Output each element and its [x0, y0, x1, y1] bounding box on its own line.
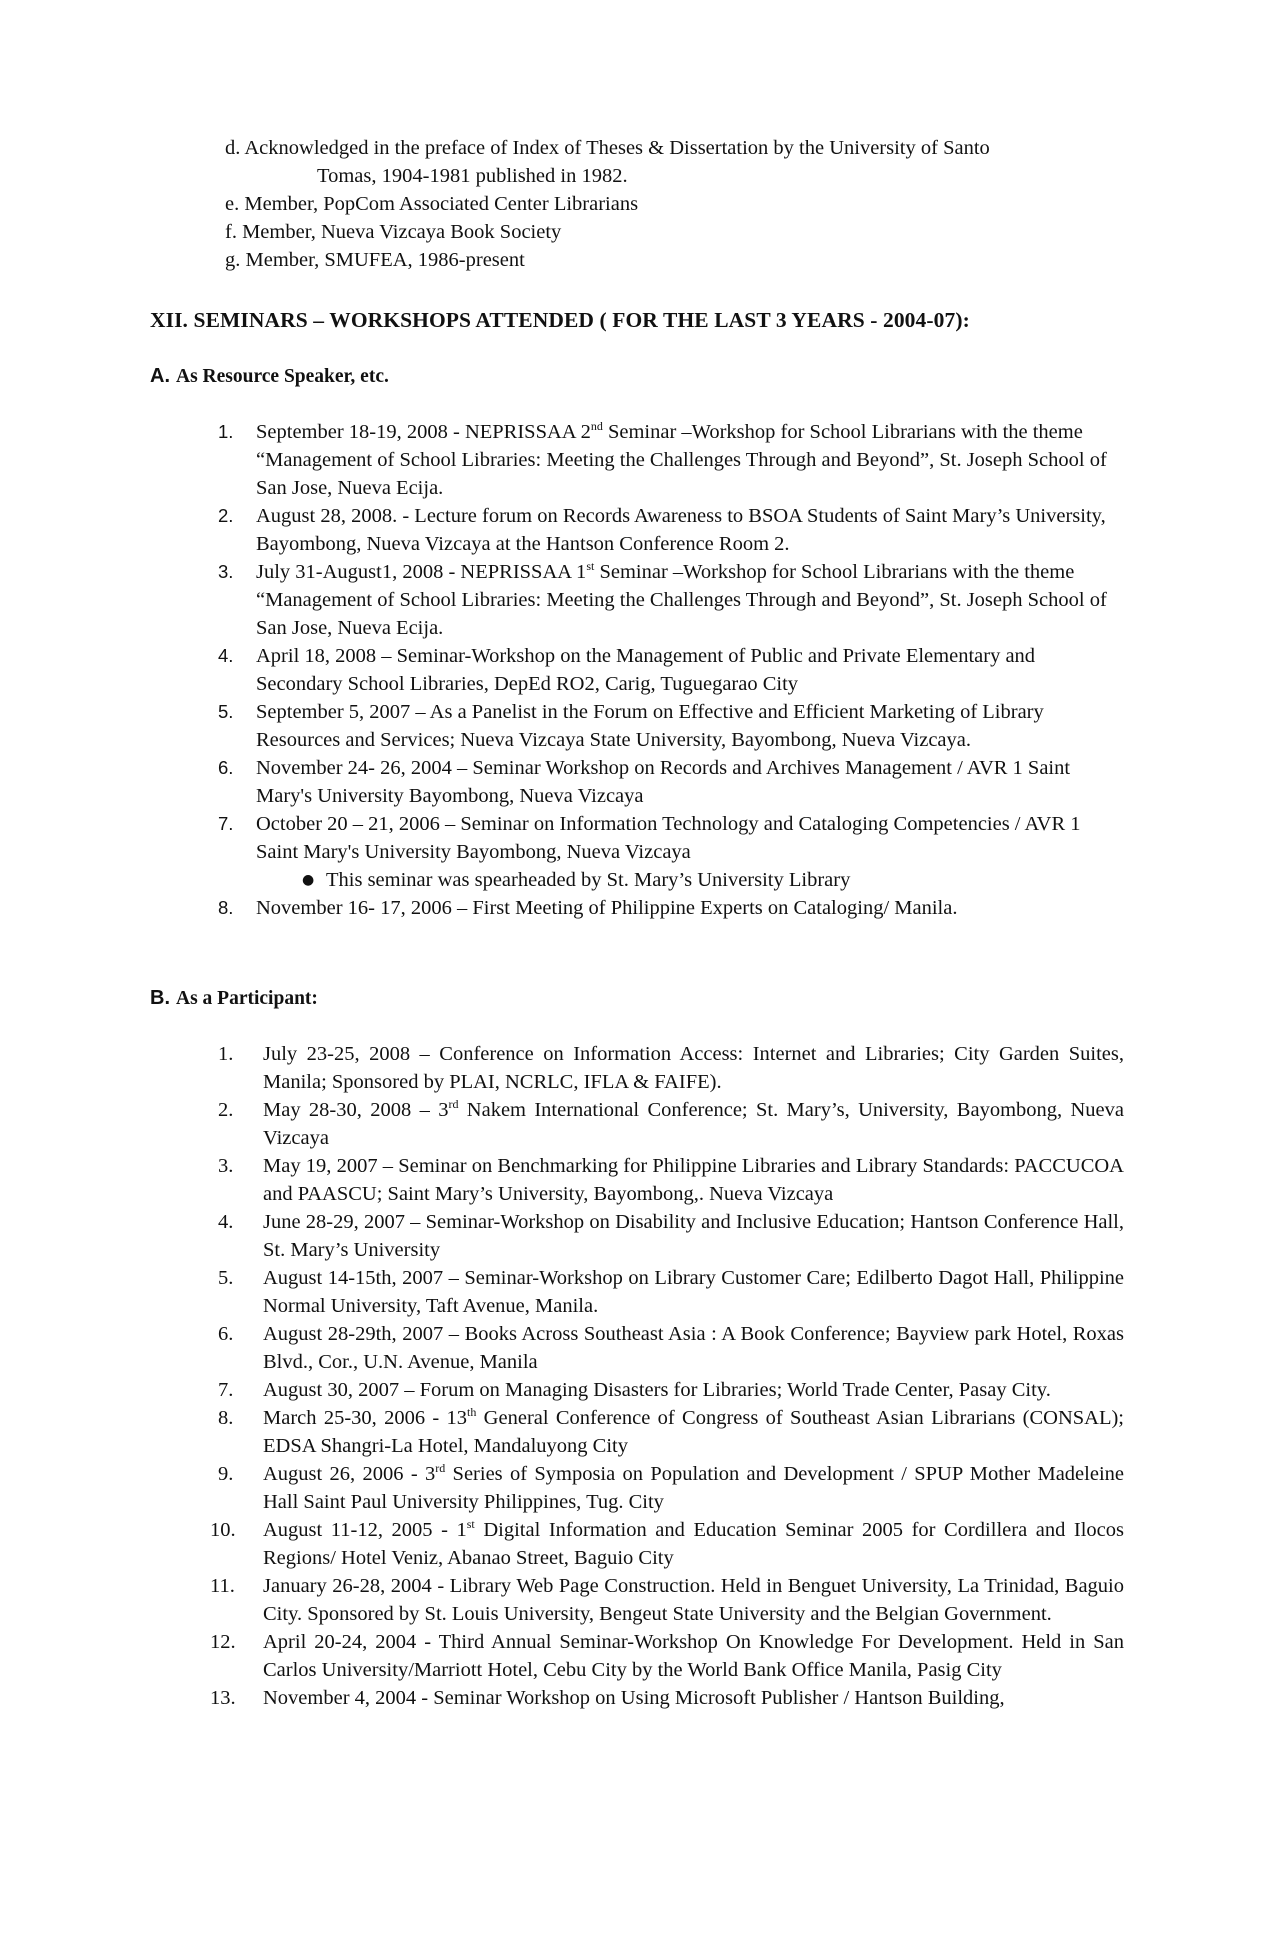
bullet-icon: ●	[302, 872, 315, 888]
list-number: 5.	[218, 701, 234, 722]
list-item-text: April 18, 2008 – Seminar-Workshop on the Management of Public and Private Elementary and Secondary School Libraries, DepEd RO2, Carig, Tuguegarao City	[256, 645, 1036, 695]
list-item-text: July 31-August1, 2008 - NEPRISSAA 1	[256, 561, 587, 583]
list-item	[218, 502, 1124, 558]
list-number: 10.	[210, 1519, 236, 1541]
list-item	[218, 558, 1124, 642]
list-item	[218, 754, 1124, 810]
list-number: 7.	[218, 1379, 234, 1401]
superscript: rd	[448, 1097, 459, 1111]
list-number: 6.	[218, 1323, 234, 1345]
list-item-e	[225, 190, 1125, 218]
subsection-heading-b	[150, 984, 318, 1013]
list-item-text: September 18-19, 2008 - NEPRISSAA 2	[256, 421, 591, 443]
list-item-f	[225, 218, 1125, 246]
list-item	[210, 1628, 1124, 1684]
list-item-text: August 30, 2007 – Forum on Managing Disasters for Libraries; World Trade Center, Pasay City.	[263, 1379, 1051, 1401]
list-item-d	[225, 134, 1125, 190]
list-item	[210, 1516, 1124, 1572]
list-item-text: g. Member, SMUFEA, 1986-present	[225, 249, 525, 271]
list-number: 6.	[218, 757, 234, 778]
list-number: 8.	[218, 897, 234, 918]
list-number: 2.	[218, 1099, 234, 1121]
list-item	[210, 1684, 1124, 1712]
list-item	[218, 418, 1124, 502]
list-item	[218, 698, 1124, 754]
list-item-text: e. Member, PopCom Associated Center Librarians	[225, 193, 639, 215]
list-item	[218, 1320, 1124, 1376]
subsection-title: As Resource Speaker, etc.	[176, 366, 389, 387]
section-heading: XII. SEMINARS – WORKSHOPS ATTENDED ( FOR THE LAST 3 YEARS - 2004-07):	[150, 308, 970, 332]
list-item	[218, 642, 1124, 698]
list-number: 7.	[218, 813, 234, 834]
list-number: 13.	[210, 1687, 236, 1709]
list-item	[218, 1096, 1124, 1152]
list-item	[218, 1376, 1124, 1404]
list-item-text: d. Acknowledged in the preface of Index of Theses & Dissertation by the University of Santo	[225, 137, 990, 159]
superscript: rd	[435, 1461, 446, 1475]
list-number: 4.	[218, 1211, 234, 1233]
list-item-text-cont: General Conference of Congress of Southeast Asian Librarians (CONSAL); EDSA Shangri-La Hotel, Mandaluyong City	[263, 1407, 1124, 1457]
superscript: st	[466, 1517, 475, 1531]
superscript: nd	[590, 419, 603, 433]
superscript: st	[586, 559, 595, 573]
resource-speaker-list	[218, 418, 1124, 922]
list-item	[218, 1040, 1124, 1096]
list-item-g	[225, 246, 1125, 274]
list-item	[218, 894, 1124, 922]
list-item	[210, 1572, 1124, 1628]
list-number: 2.	[218, 505, 234, 526]
list-item-text-cont: Seminar –Workshop for School Librarians with the theme “Management of School Libraries: Meeting the Challenges Through and Beyond”, St. Joseph School of San Jose, Nueva Ecija.	[256, 561, 1107, 639]
list-item-text: August 11-12, 2005 - 1	[263, 1519, 467, 1541]
list-number: 3.	[218, 561, 234, 582]
list-item	[218, 810, 1124, 894]
list-item-text-cont: Seminar –Workshop for School Librarians with the theme “Management of School Libraries: Meeting the Challenges Through and Beyond”, St. Joseph School of San Jose, Nueva Ecija.	[256, 421, 1107, 499]
bullet-note	[256, 866, 1124, 894]
list-item-text: October 20 – 21, 2006 – Seminar on Information Technology and Cataloging Competencies / AVR 1 Saint Mary's University Bayombong, Nueva Vizcaya	[256, 813, 1081, 863]
list-number: 9.	[218, 1463, 234, 1485]
list-item-text-cont: Digital Information and Education Seminar 2005 for Cordillera and Ilocos Regions/ Hotel Veniz, Abanao Street, Baguio City	[263, 1519, 1124, 1569]
subsection-title: As a Participant:	[176, 988, 318, 1009]
list-item-text: August 28, 2008. - Lecture forum on Records Awareness to BSOA Students of Saint Mary’s University, Bayombong, Nueva Vizcaya at the Hantson Conference Room 2.	[256, 505, 1106, 555]
superscript: th	[467, 1405, 477, 1419]
list-item-text: November 16- 17, 2006 – First Meeting of Philippine Experts on Cataloging/ Manila.	[256, 897, 958, 919]
list-number: 3.	[218, 1155, 234, 1177]
list-number: 4.	[218, 645, 234, 666]
subsection-heading-a	[150, 362, 389, 391]
list-item-text: August 14-15th, 2007 – Seminar-Workshop on Library Customer Care; Edilberto Dagot Hall, Philippine Normal University, Taft Avenue, Manila.	[263, 1267, 1124, 1317]
list-item-text: f. Member, Nueva Vizcaya Book Society	[225, 221, 562, 243]
list-item-text: May 28-30, 2008 – 3	[263, 1099, 449, 1121]
list-item-text: January 26-28, 2004 - Library Web Page Construction. Held in Benguet University, La Trinidad, Baguio City. Sponsored by St. Louis University, Bengeut State University and the Belgian Government.	[263, 1575, 1124, 1625]
list-item-text: September 5, 2007 – As a Panelist in the Forum on Effective and Efficient Marketing of Library Resources and Services; Nueva Vizcaya State University, Bayombong, Nueva Vizcaya.	[256, 701, 1044, 751]
list-item-text: May 19, 2007 – Seminar on Benchmarking for Philippine Libraries and Library Standards: PACCUCOA and PAASCU; Saint Mary’s University, Bayombong,. Nueva Vizcaya	[263, 1155, 1124, 1205]
list-item	[218, 1208, 1124, 1264]
list-item	[218, 1264, 1124, 1320]
list-item-text: August 26, 2006 - 3	[263, 1463, 436, 1485]
list-number: 11.	[210, 1575, 235, 1597]
subsection-letter: B.	[150, 987, 170, 1009]
list-item-continuation: Tomas, 1904-1981 published in 1982.	[317, 165, 628, 187]
list-number: 1.	[218, 421, 234, 442]
list-number: 5.	[218, 1267, 234, 1289]
list-item-text: November 4, 2004 - Seminar Workshop on Using Microsoft Publisher / Hantson Building,	[263, 1687, 1005, 1709]
list-item	[218, 1460, 1124, 1516]
list-item-text: November 24- 26, 2004 – Seminar Workshop on Records and Archives Management / AVR 1 Saint Mary's University Bayombong, Nueva Vizcaya	[256, 757, 1071, 807]
bullet-text: This seminar was spearheaded by St. Mary’s University Library	[326, 869, 851, 891]
list-item-text: April 20-24, 2004 - Third Annual Seminar-Workshop On Knowledge For Development. Held in San Carlos University/Marriott Hotel, Cebu City by the World Bank Office Manila, Pasig City	[263, 1631, 1124, 1681]
list-number: 12.	[210, 1631, 236, 1653]
list-number: 1.	[218, 1043, 234, 1065]
list-item	[218, 1152, 1124, 1208]
memberships-list	[225, 134, 1125, 274]
list-item-text: August 28-29th, 2007 – Books Across Southeast Asia : A Book Conference; Bayview park Hotel, Roxas Blvd., Cor., U.N. Avenue, Manila	[263, 1323, 1124, 1373]
list-item-text-cont: Nakem International Conference; St. Mary’s, University, Bayombong, Nueva Vizcaya	[263, 1099, 1124, 1149]
list-item-text: July 23-25, 2008 – Conference on Information Access: Internet and Libraries; City Garden Suites, Manila; Sponsored by PLAI, NCRLC, IFLA & FAIFE).	[263, 1043, 1124, 1093]
list-item-text: March 25-30, 2006 - 13	[263, 1407, 468, 1429]
list-item-text: June 28-29, 2007 – Seminar-Workshop on Disability and Inclusive Education; Hantson Conference Hall, St. Mary’s University	[263, 1211, 1124, 1261]
list-item	[218, 1404, 1124, 1460]
participant-list	[210, 1040, 1124, 1712]
subsection-letter: A.	[150, 365, 170, 387]
list-number: 8.	[218, 1407, 234, 1429]
list-item-text-cont: Series of Symposia on Population and Development / SPUP Mother Madeleine Hall Saint Paul University Philippines, Tug. City	[263, 1463, 1124, 1513]
